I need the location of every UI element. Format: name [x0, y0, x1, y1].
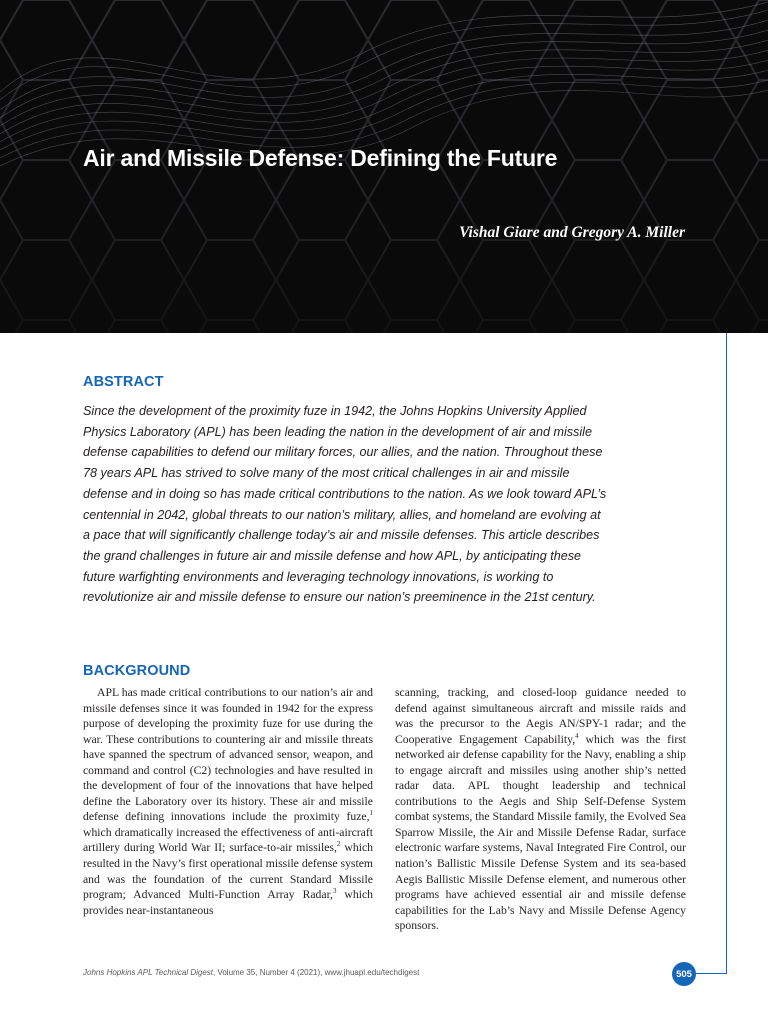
- body-text: which dramatically increased the effectiveness of anti-aircraft artillery during World War II; surface-to-air missiles,: [83, 825, 373, 855]
- page-number-badge: 505: [672, 962, 696, 986]
- abstract-text: Since the development of the proximity fuze in 1942, the Johns Hopkins University Applied Physics Laboratory (APL) has been leading the nation in the development of air and missile defense capabilities to defend our military forces, our allies, and the nation. Throughout these 78 years APL has strived to solve many of the most critical challenges in air and missile defense and in doing so has made critical contributions to the nation. As we look toward APL’s centennial in 2042, global threats to our nation’s military, allies, and homeland are evolving at a pace that will significantly challenge today’s air and missile defenses. This article describes the grand challenges in future air and missile defense and how APL, by anticipating these future warfighting environments and leveraging technology innovations, is working to revolutionize air and missile defense to ensure our nation’s preeminence in the 21st century.: [83, 404, 607, 605]
- reference-marker: 2: [336, 840, 341, 849]
- body-text: which was the first networked air defense capability for the Navy, enabling a ship to engage aircraft and missiles using another ship’s netted radar data. APL thought leadership and technical contributions to the Aegis and Ship Self-Defense System combat systems, the Standard Missile family, the Evolved Sea Sparrow Missile, the Air and Missile Defense Radar, surface electronic warfare systems, Naval Integrated Fire Control, our nation’s Ballistic Missile Defense System and its sea-based Aegis Ballistic Missile Defense element, and numerous other programs have achieved essential air and missile defense capabilities for the Lab’s Navy and Missile Defense Agency sponsors.: [395, 732, 687, 933]
- body-text: which resulted in the Navy’s first operational missile defense system and was the foundation of the current Standard Missile program; Advanced Multi-Function Array Radar,: [83, 841, 373, 902]
- header-banner: [0, 0, 768, 333]
- reference-marker: 3: [332, 887, 337, 896]
- reference-marker: 4: [575, 731, 579, 740]
- body-text: scanning, tracking, and closed-loop guidance needed to defend against simultaneous aircraft and missile raids and was the precursor to the Aegis AN/SPY-1 radar; and the Cooperative Engagement Capability,: [395, 686, 686, 746]
- journal-name: Johns Hopkins APL Technical Digest: [83, 968, 213, 977]
- article-title: Air and Missile Defense: Defining the Future: [83, 145, 558, 171]
- margin-rule-horizontal: [696, 973, 727, 974]
- abstract-heading: ABSTRACT: [83, 374, 164, 390]
- margin-rule-vertical: [726, 333, 727, 974]
- footer-citation: [83, 968, 419, 977]
- citation-details: , Volume 35, Number 4 (2021), www.jhuapl.edu/techdigest: [213, 968, 420, 977]
- reference-marker: 1: [369, 809, 373, 818]
- article-authors: Vishal Giare and Gregory A. Miller: [459, 224, 685, 241]
- body-text: which provides near-instantaneous: [83, 888, 373, 917]
- body-text: APL has made critical contributions to our nation’s air and missile defenses since it was founded in 1942 for the express purpose of developing the proximity fuze for use during the war. These contributions to countering air and missile threats have spanned the spectrum of advanced sensor, weapon, and command and control (C2) technologies and have resulted in the development of four of the innovations that have helped define the Laboratory over its history. These air and missile defense defining innovations include the proximity fuze,: [83, 686, 373, 824]
- background-column-1: [83, 685, 373, 918]
- background-column-2: [395, 685, 686, 934]
- background-heading: BACKGROUND: [83, 663, 191, 679]
